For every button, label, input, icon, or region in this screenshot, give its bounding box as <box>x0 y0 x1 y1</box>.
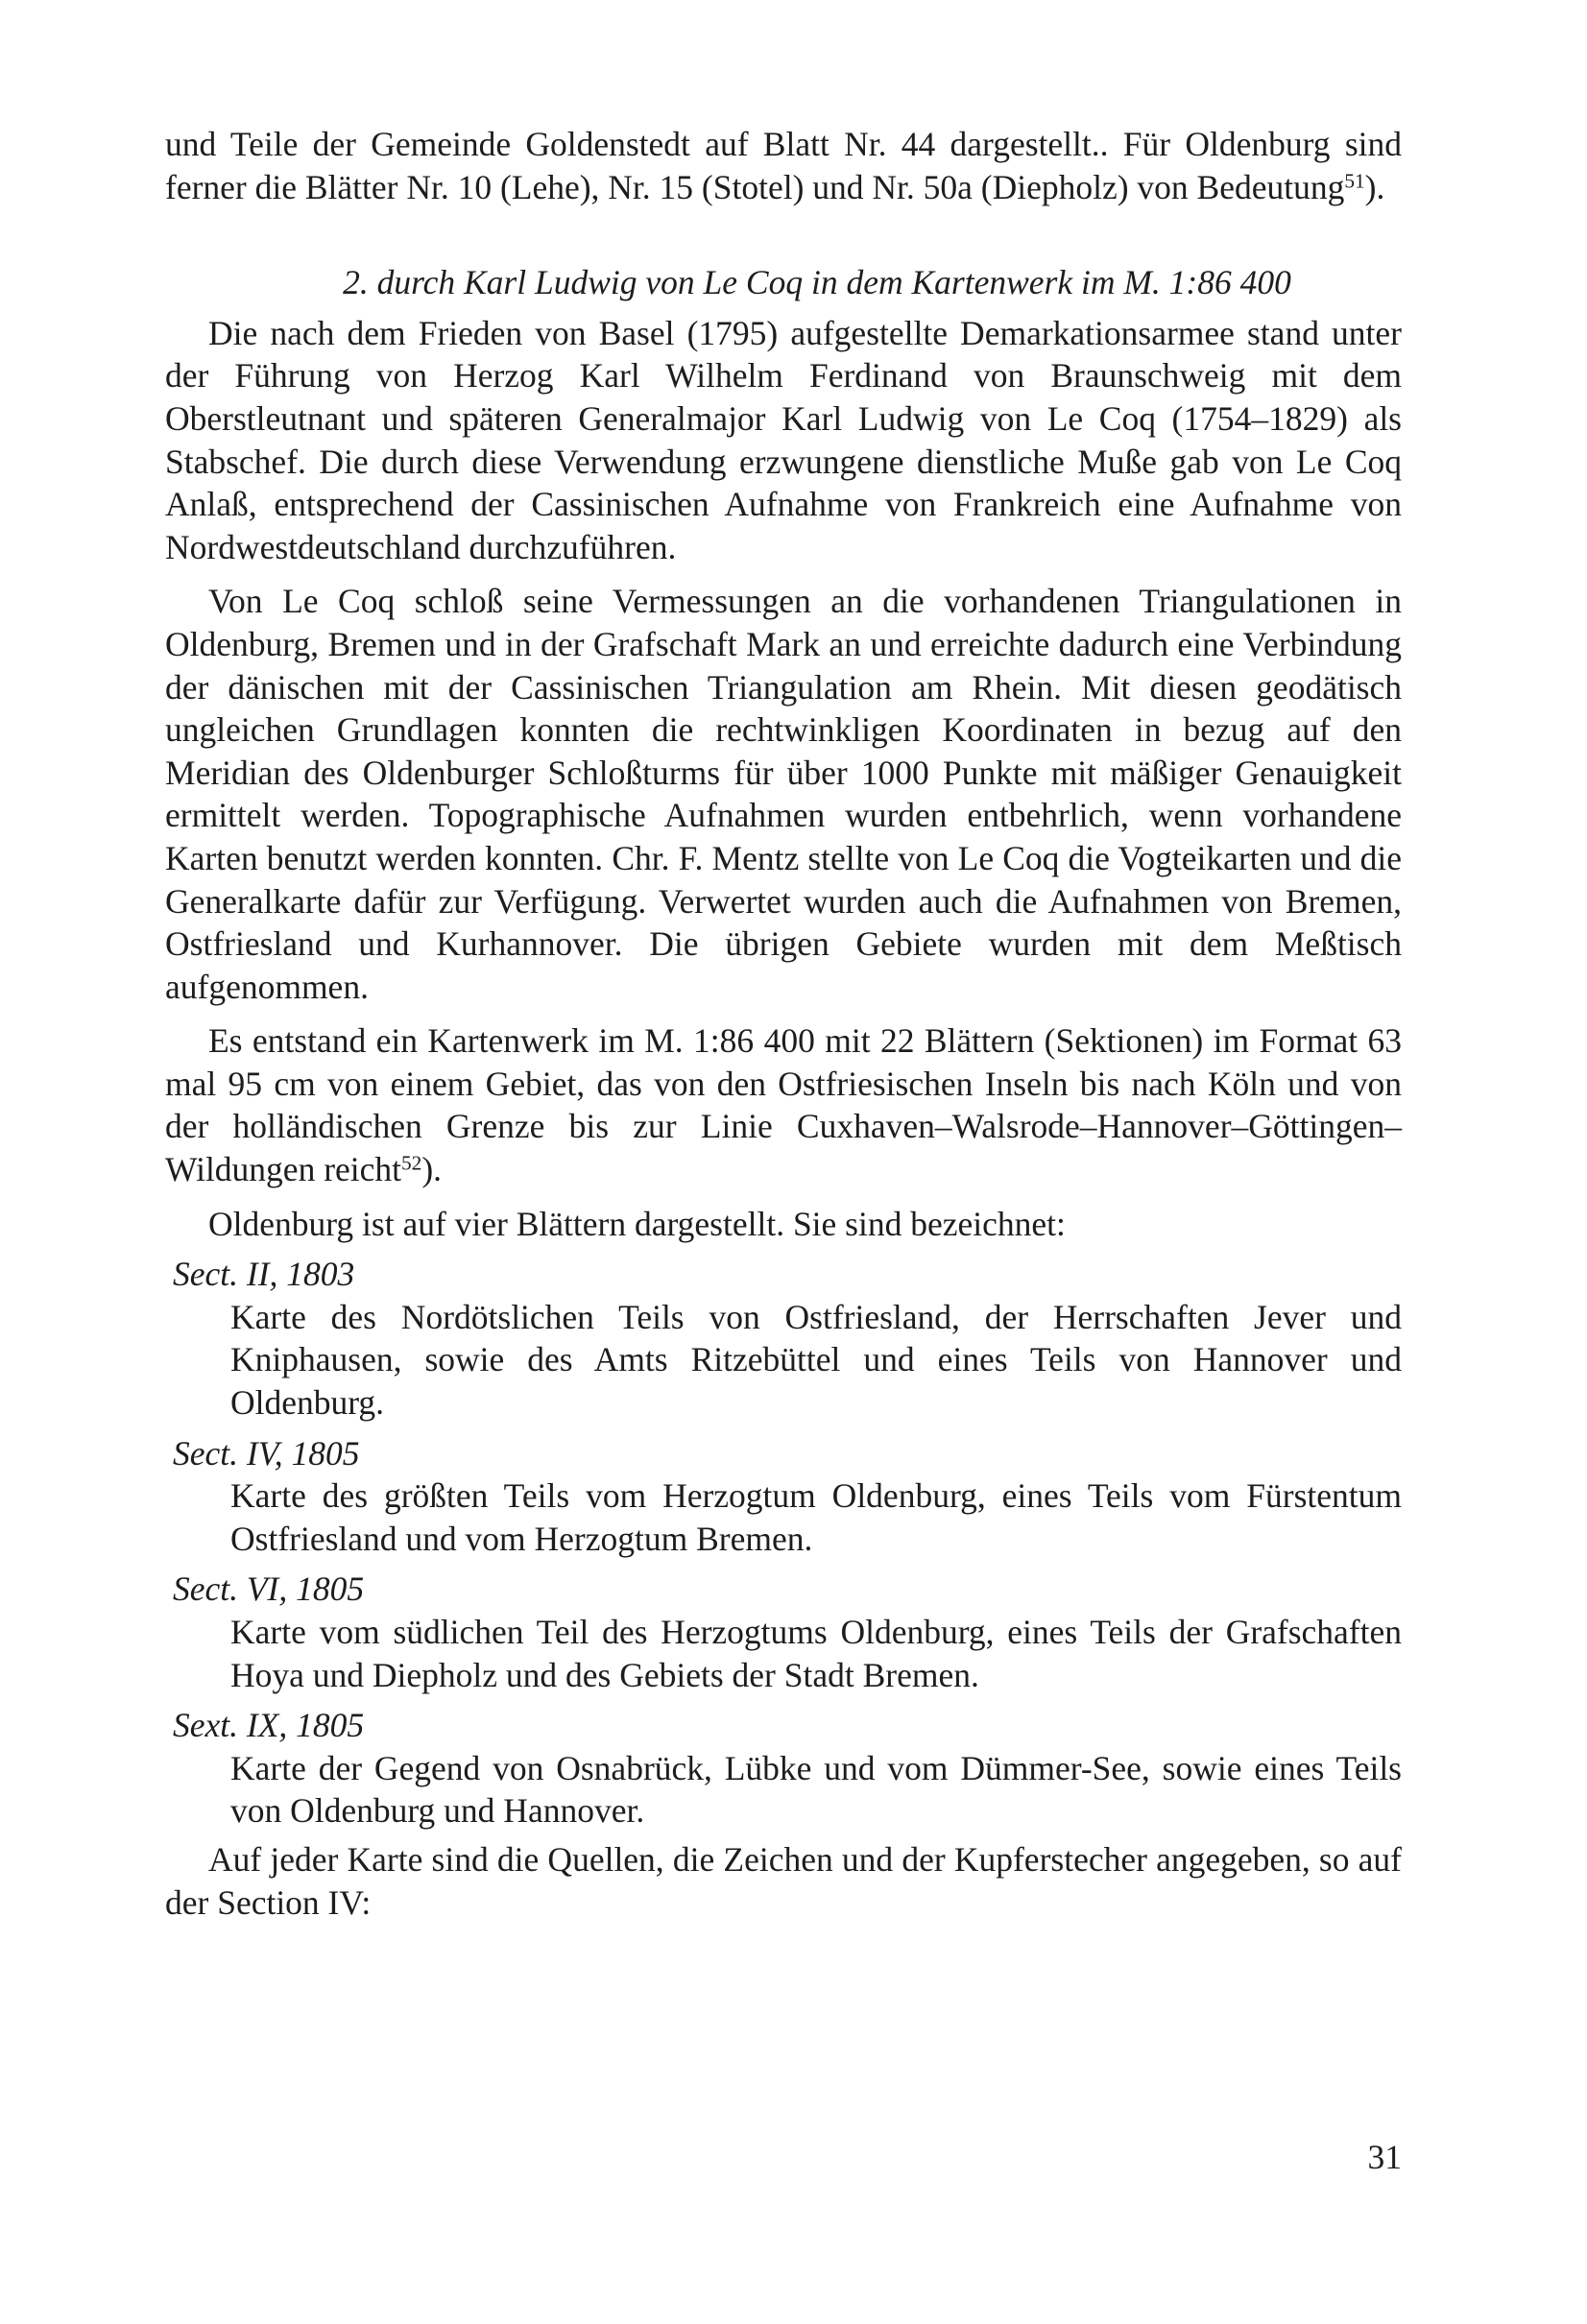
sheet-description: Karte vom südlichen Teil des Herzogtums Oldenburg, eines Teils der Grafschaften Hoya und Diepholz und des Gebiets der Stadt Bremen. <box>230 1613 1402 1694</box>
paragraph-vermessungen: Von Le Coq schloß seine Vermessungen an die vorhandenen Triangulationen in Oldenburg, Bremen und in der Grafschaft Mark an und erreichte dadurch eine Verbindung der dänischen mit der Cassinischen Triangulation am Rhein. Mit diesen geodätisch ungleichen Grundlagen konnten die rechtwinkligen Koordinaten in bezug auf den Meridian des Oldenburger Schloßturms für über 1000 Punkte mit mäßiger Genauigkeit ermittelt werden. Topographische Aufnahmen wurden entbehrlich, wenn vorhandene Karten benutzt werden konnten. Chr. F. Mentz stellte von Le Coq die Vogteikarten und die Generalkarte dafür zur Verfügung. Verwertet wurden auch die Aufnahmen von Bremen, Ostfriesland und Kurhannover. Die übrigen Gebiete wurden mit dem Meßtisch aufgenommen. <box>165 582 1402 1006</box>
sheet-description: Karte des größten Teils vom Herzogtum Oldenburg, eines Teils vom Fürstentum Ostfriesland und vom Herzogtum Bremen. <box>230 1476 1402 1558</box>
sheet-entry <box>165 1253 1402 1424</box>
text-column <box>165 123 1402 1924</box>
kartenwerk-tail: ). <box>421 1150 443 1189</box>
intro-tail: ). <box>1364 167 1385 206</box>
footnote-ref-52: 52 <box>401 1151 422 1175</box>
intro-paragraph <box>165 123 1402 208</box>
paragraph-demarkation: Die nach dem Frieden von Basel (1795) aufgestellte Demarkationsarmee stand unter der Führung von Herzog Karl Wilhelm Ferdinand von Braunschweig mit dem Oberstleutnant und späteren Generalmajor Karl Ludwig von Le Coq (1754–1829) als Stabschef. Die durch diese Verwendung erzwungene dienstliche Muße gab von Le Coq Anlaß, entsprechend der Cassinischen Aufnahme von Frankreich eine Aufnahme von Nordwestdeutschland durchzuführen. <box>165 313 1402 566</box>
sheet-entry <box>165 1568 1402 1696</box>
sheet-entry <box>165 1704 1402 1833</box>
footnote-ref-51: 51 <box>1344 168 1365 192</box>
sheet-description: Karte der Gegend von Osnabrück, Lübke und vom Dümmer-See, sowie eines Teils von Oldenburg und Hannover. <box>230 1748 1402 1831</box>
sheet-label: Sext. IX, 1805 <box>173 1706 365 1745</box>
intro-text: und Teile der Gemeinde Goldenstedt auf Blatt Nr. 44 dargestellt.. Für Oldenburg sind ferner die Blätter Nr. 10 (Lehe), Nr. 15 (Stotel) und Nr. 50a (Diepholz) von Bedeutung <box>165 125 1402 206</box>
page-number: 31 <box>1367 2138 1402 2176</box>
kartenwerk-text: Es entstand ein Kartenwerk im M. 1:86 400 mit 22 Blättern (Sektionen) im Format 63 mal 95 cm von einem Gebiet, das von den Ostfriesischen Inseln bis nach Köln und von der holländischen Grenze bis zur Linie Cuxhaven–Walsrode–Hannover–Göttingen–Wildungen reicht <box>165 1021 1402 1189</box>
sheet-label: Sect. IV, 1805 <box>173 1433 360 1473</box>
paragraph-closing: Auf jeder Karte sind die Quellen, die Zeichen und der Kupferstecher angegeben, so auf der Section IV: <box>165 1839 1402 1922</box>
paragraph-kartenwerk <box>165 1019 1402 1190</box>
sheet-label: Sect. VI, 1805 <box>173 1569 365 1609</box>
sheet-entry <box>165 1432 1402 1561</box>
sheet-description: Karte des Nordötslichen Teils von Ostfriesland, der Herrschaften Jever und Kniphausen, sowie des Amts Ritzebüttel und eines Teils von Hannover und Oldenburg. <box>230 1297 1402 1423</box>
sheet-label: Sect. II, 1803 <box>173 1255 355 1294</box>
paragraph-blaetter-intro: Oldenburg ist auf vier Blättern dargestellt. Sie sind bezeichnet: <box>208 1204 1066 1243</box>
section-heading: 2. durch Karl Ludwig von Le Coq in dem Kartenwerk im M. 1:86 400 <box>343 263 1291 302</box>
